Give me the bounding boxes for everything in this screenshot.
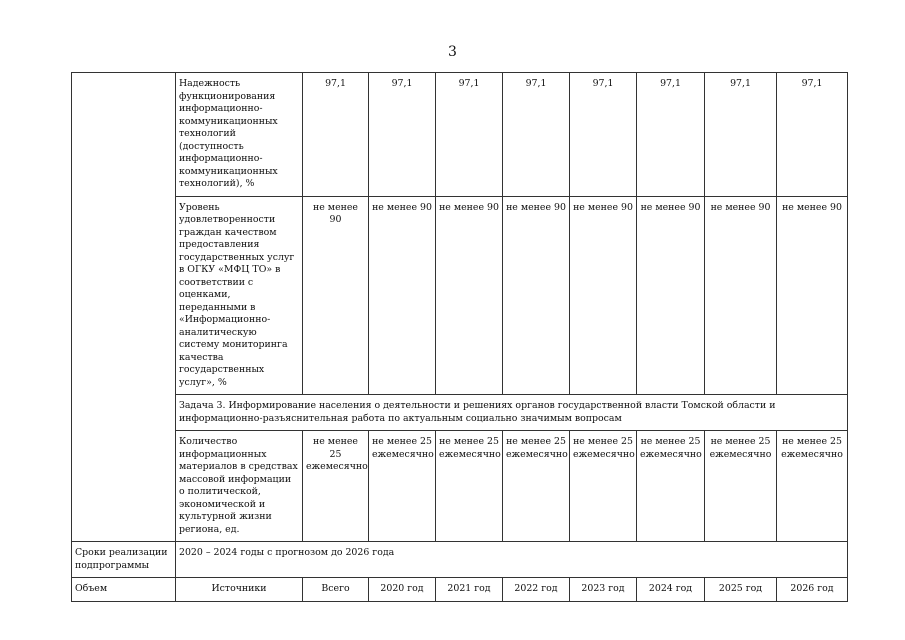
column-header: 2024 год [637,578,705,602]
indicator-label: Надежность функционирования информационно-коммуникационных технологий (доступность информационно-коммуникационных технологий), % [176,73,303,197]
column-header: 2026 год [777,578,848,602]
value-cell: не менее 25 ежемесячно [303,431,369,542]
terms-value: 2020 – 2024 годы с прогнозом до 2026 года [176,542,848,578]
column-header: 2023 год [570,578,637,602]
row-reliability [72,73,848,197]
value-cell: 97,1 [777,73,848,197]
value-cell: не менее 90 [637,196,705,395]
row-satisfaction [72,196,848,395]
value-cell: 97,1 [705,73,777,197]
column-header: 2022 год [503,578,570,602]
page-number: 3 [448,44,457,60]
task-heading: Задача 3. Информирование населения о деятельности и решениях органов государственной власти Томской области и информационно-разъяснительная работа по актуальным социально значимым вопросам [176,395,848,431]
indicator-label: Количество информационных материалов в средствах массовой информации о политической, экономической и культурной жизни региона, ед. [176,431,303,542]
column-header: 2020 год [369,578,436,602]
value-cell: 97,1 [637,73,705,197]
value-cell: не менее 25 ежемесячно [369,431,436,542]
empty-left-cell [72,73,176,542]
value-cell: не менее 90 [436,196,503,395]
sources-header: Источники [176,578,303,602]
value-cell: не менее 25 ежемесячно [705,431,777,542]
terms-label: Сроки реализации подпрограммы [72,542,176,578]
passport-table [71,72,848,602]
value-cell: не менее 90 [369,196,436,395]
value-cell: не менее 25 ежемесячно [436,431,503,542]
volume-label: Объем [72,578,176,602]
value-cell: 97,1 [303,73,369,197]
row-volume [72,578,848,602]
value-cell: не менее 90 [570,196,637,395]
column-header: Всего [303,578,369,602]
value-cell: 97,1 [570,73,637,197]
value-cell: не менее 25 ежемесячно [570,431,637,542]
value-cell: 97,1 [436,73,503,197]
indicator-label: Уровень удовлетворенности граждан качеством предоставления государственных услуг в ОГКУ «МФЦ ТО» в соответствии с оценками, переданными в «Информационно-аналитическую систему мониторинга качества государственных услуг», % [176,196,303,395]
value-cell: не менее 90 [503,196,570,395]
value-cell: не менее 25 ежемесячно [777,431,848,542]
value-cell: не менее 90 [705,196,777,395]
value-cell: не менее 90 [303,196,369,395]
row-task3 [72,395,848,431]
value-cell: не менее 25 ежемесячно [503,431,570,542]
value-cell: 97,1 [369,73,436,197]
value-cell: 97,1 [503,73,570,197]
row-terms [72,542,848,578]
column-header: 2021 год [436,578,503,602]
row-materials [72,431,848,542]
value-cell: не менее 25 ежемесячно [637,431,705,542]
value-cell: не менее 90 [777,196,848,395]
column-header: 2025 год [705,578,777,602]
